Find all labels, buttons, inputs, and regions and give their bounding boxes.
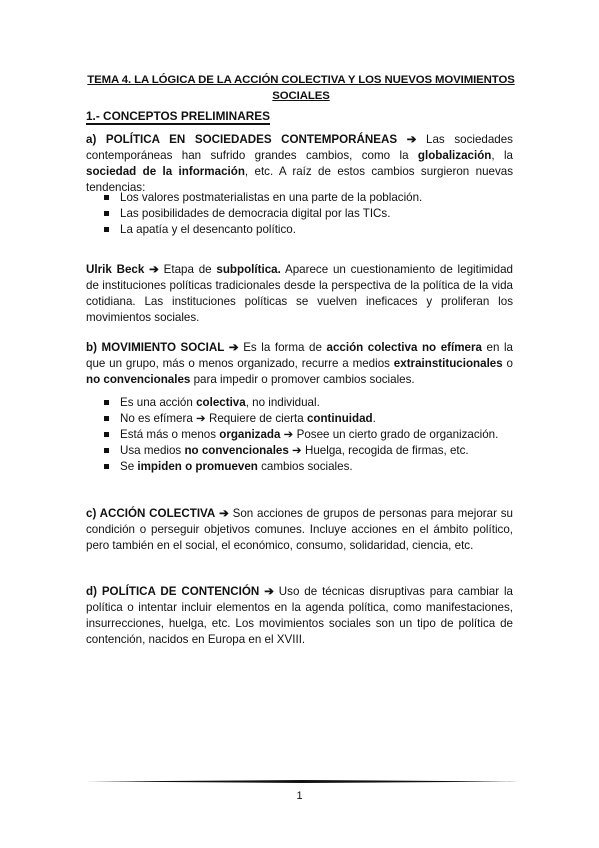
list-item-text: ➔ Huelga, recogida de firmas, etc. [288,444,469,457]
section-b-paragraph [86,340,513,388]
list-item [86,443,513,459]
bullet-icon [104,211,109,216]
section-c-paragraph [86,506,513,554]
page-number: 1 [296,790,303,802]
list-item-text: cambios sociales. [257,460,353,473]
section-b-text-3: o [506,357,513,370]
list-item-bold: continuidad [306,412,373,425]
bullet-icon [104,195,109,200]
section-b-text-2: en la que un grupo, más o menos organizado, recurre a medios [86,341,513,370]
section-a-bold-1: globalización [417,149,492,162]
section-b-bullet-list [86,395,513,475]
list-item-text: Está más o menos [120,428,220,441]
list-item [86,190,513,206]
list-item-text: La apatía y el desencanto político. [120,223,296,236]
list-item [86,411,513,427]
section-b-text-1: Es la forma de [243,341,322,354]
list-item-text: Es una acción [120,396,197,409]
list-item-text: No es efímera ➔ Requiere de cierta [120,412,307,425]
list-item-text: ➔ Posee un cierto grado de organización. [280,428,499,441]
arrow-icon: ➔ [149,263,159,276]
section-a-text-3: , etc. A raíz de estos cambios surgieron nuevas tendencias: [86,165,514,194]
arrow-icon: ➔ [406,133,417,146]
list-item-bold: impiden o promueven [137,460,258,473]
list-item-text: Se [120,460,138,473]
beck-text-1: Etapa de [163,263,212,276]
beck-paragraph [86,262,513,326]
list-item [86,206,513,222]
section-b-bold-1: acción colectiva no efímera [326,341,482,354]
list-item [86,427,513,443]
list-item-text: , no individual. [245,396,320,409]
section-d-text: Uso de técnicas disruptivas para cambiar la política o intentar incluir elementos en la agenda política, como manifestaciones, insurrecciones, huelga, etc. Los movimientos sociales son un tipo de política de contención, nacidos en Europa en el XVIII. [86,585,513,646]
list-item [86,395,513,411]
arrow-icon: ➔ [264,585,274,598]
section-c-text: Son acciones de grupos de personas para mejorar su condición o perseguir objetivos comunes. Incluye acciones en el ámbito político, pero también en el social, el económico, consumo, solidaridad, ciencia, etc. [86,507,513,552]
section-b-bold-3: no convencionales [86,373,191,386]
section-b-bold-2: extrainstitucionales [393,357,503,370]
beck-text-2: Aparece un cuestionamiento de legitimidad de instituciones políticas tradicionales desde la perspectiva de la política de la vida cotidiana. Las instituciones políticas se vuelven ineficaces y proliferan los movimientos sociales. [86,263,513,324]
section-d-paragraph [86,584,513,648]
section-a-label: a) POLÍTICA EN SOCIEDADES CONTEMPORÁNEAS [86,133,398,146]
section-b-label: b) MOVIMIENTO SOCIAL [86,341,225,354]
bullet-icon [104,432,109,437]
bullet-icon [104,227,109,232]
title-line-1: TEMA 4. LA LÓGICA DE LA ACCIÓN COLECTIVA Y LOS NUEVOS MOVIMIENTOS [87,74,515,86]
list-item [86,222,513,238]
list-item-text: Usa medios [120,444,185,457]
arrow-icon: ➔ [219,507,229,520]
list-item-bold: organizada [219,428,281,441]
beck-bold-1: subpolítica. [216,263,281,276]
list-item-bold: no convencionales [184,444,289,457]
arrow-icon: ➔ [228,341,239,354]
section-b-text-4: para impedir o promover cambios sociales. [193,373,415,386]
bullet-icon [104,464,109,469]
beck-name: Ulrik Beck [86,263,145,276]
list-item-text: . [372,412,376,425]
bullet-icon [104,400,109,405]
section-a-text-1: Las sociedades contemporáneas han sufrido grandes cambios, como la [86,133,513,162]
bullet-icon [104,416,109,421]
footer-rule [86,780,518,783]
document-title [86,72,516,104]
section-a-bold-2: sociedad de la información [86,165,245,178]
list-item-bold: colectiva [196,396,246,409]
title-line-2: SOCIALES [272,90,330,102]
list-item-text: Las posibilidades de democracia digital por las TICs. [120,207,391,220]
section-heading: 1.- CONCEPTOS PRELIMINARES [86,109,270,123]
section-a-text-2: , la [491,149,513,162]
section-d-label: d) POLÍTICA DE CONTENCIÓN [86,585,260,598]
bullet-icon [104,448,109,453]
section-a-bullet-list [86,190,513,238]
list-item-text: Los valores postmaterialistas en una parte de la población. [120,191,423,204]
section-a-paragraph [86,132,513,196]
list-item [86,459,513,475]
section-c-label: c) ACCIÓN COLECTIVA [86,507,216,520]
